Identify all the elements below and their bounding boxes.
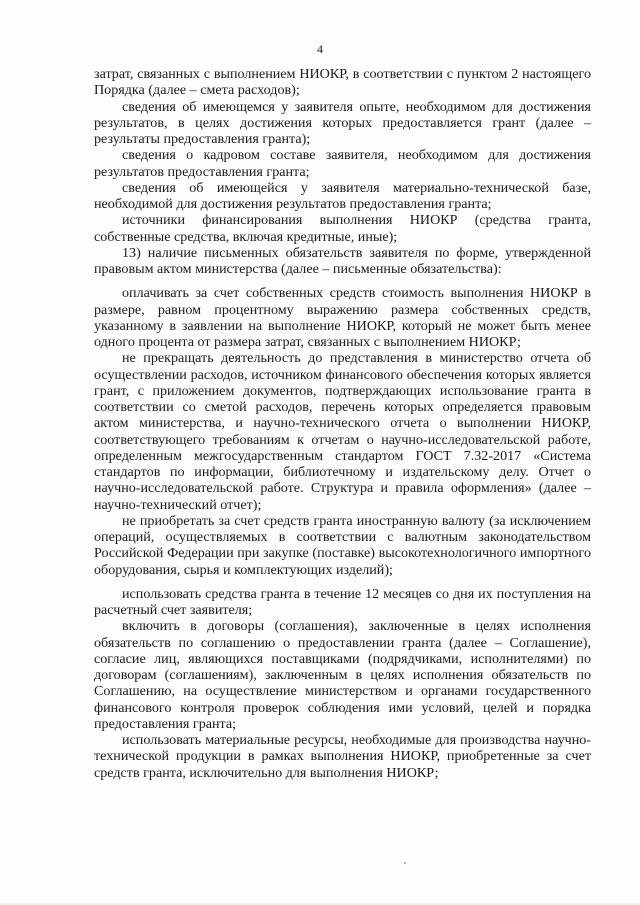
- paragraph-6: 13) наличие письменных обязательств заявителя по форме, утвержденной правовым актом министерства (далее – письменные обязательства):: [94, 244, 591, 277]
- paragraph-8: не прекращать деятельность до представления в министерство отчета об осуществлении расходов, источником финансового обеспечения которых является грант, с приложением документов, подтверждающих использование гранта в соответствии со сметой расходов, перечень которых определяется правовым актом министерства, и научно-технического отчета о выполнении НИОКР, соответствующего требованиям к отчетам о научно-исследовательской работе, определенным межгосударственным стандартом ГОСТ 7.32-2017 «Система стандартов по информации, библиотечному и издательскому делу. Отчет о научно-исследовательской работе. Структура и правила оформления» (далее – научно-технический отчет);: [94, 350, 591, 513]
- page-number: 4: [317, 42, 323, 56]
- paragraph-7: оплачивать за счет собственных средств стоимость выполнения НИОКР в размере, равном процентному выражению размера собственных средств, указанному в заявлении на выполнение НИОКР, который не может быть менее одного процента от размера затрат, связанных с выполнением НИОКР;: [94, 285, 591, 350]
- paragraph-12: использовать материальные ресурсы, необходимые для производства научно-технической продукции в рамках выполнения НИОКР, приобретенные за счет средств гранта, исключительно для выполнения НИОКР;: [94, 732, 591, 781]
- paragraph-4: сведения об имеющейся у заявителя материально-технической базе, необходимой для достижения результатов предоставления гранта;: [94, 179, 591, 212]
- paragraph-11: включить в договоры (соглашения), заключенные в целях исполнения обязательств по соглашению о предоставлении гранта (далее – Соглашение), согласие лиц, являющихся поставщиками (подрядчиками, исполнителями) по договорам (соглашениям), заключенным в целях исполнения обязательств по Соглашению, на осуществление министерством и органами государственного финансового контроля проверок соблюдения ими условий, целей и порядка предоставления гранта;: [94, 618, 591, 732]
- paragraph-5: источники финансирования выполнения НИОКР (средства гранта, собственные средства, включая кредитные, иные);: [94, 212, 591, 245]
- paragraph-1: затрат, связанных с выполнением НИОКР, в соответствии с пунктом 2 настоящего Порядка (далее – смета расходов);: [94, 66, 591, 99]
- document-body: [94, 66, 591, 781]
- paragraph-2: сведения об имеющемся у заявителя опыте, необходимом для достижения результатов, в целях достижения которых предоставляется грант (далее – результаты предоставления гранта);: [94, 98, 591, 147]
- paragraph-9: не приобретать за счет средств гранта иностранную валюту (за исключением операций, осуществляемых в соответствии с валютным законодательством Российской Федерации при закупке (поставке) высокотехнологичного импортного оборудования, сырья и комплектующих изделий);: [94, 512, 591, 578]
- paragraph-10: использовать средства гранта в течение 12 месяцев со дня их поступления на расчетный счет заявителя;: [94, 585, 591, 618]
- scan-speck: [404, 862, 406, 864]
- paragraph-3: сведения о кадровом составе заявителя, необходимом для достижения результатов предоставления гранта;: [94, 147, 591, 180]
